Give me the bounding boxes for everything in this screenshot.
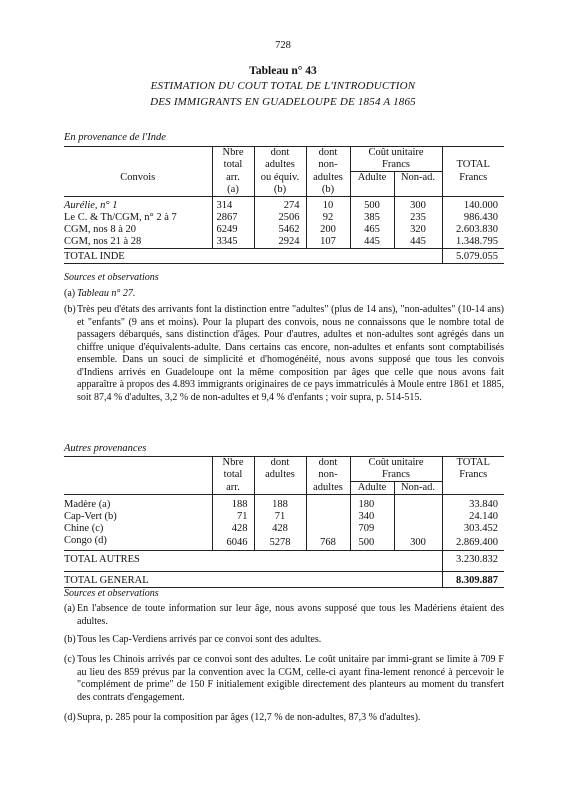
note-label: (d) xyxy=(64,712,76,723)
row-label: Chine (c) xyxy=(64,523,104,534)
note-label: (b) xyxy=(64,634,76,645)
note-text: Très peu d'états des arrivants font la distinction entre "adultes" (plus de 14 ans), "non-adultes" (10-14 ans) et "enfants" (9 ans et moins). Pour la plupart des convois, nous ne connaissons que le nombre total de passagers débarqués, sans distinction d'âges. Pour d'autres, adultes et non-adultes sont agrégés dans un chiffre unique d'équivalents-adulte. Dans certains cas encore, non-adultes et enfants sont comptabilisés ensemble. Dans un souci de simplicité et d'homogénéité, nous avons supposé que tous les convois d'Indiens arrivés en Guadeloupe ont la même composition par âges que celle que nous avons fait apparaître à propos des 4.893 immigrants originaires de ce pays immatriculés à Moule entre 1861 et 1885, soit 87,4 % d'adultes, 3,2 % de non-adultes et 9,4 % d'enfants ; voir supra, p. 514-515. xyxy=(77,304,504,403)
header-non-adultes-2: non- xyxy=(306,159,350,172)
row-label: CGM, nos 21 à 28 xyxy=(64,236,142,247)
row-label: Aurélie, n° 1 xyxy=(64,200,118,211)
cell-cout-adulte: 500 xyxy=(350,535,394,551)
table-autres xyxy=(64,456,504,588)
table-row xyxy=(64,535,504,551)
cell-cout-adulte: 500 xyxy=(350,197,394,213)
cell-adultes: 428 xyxy=(254,523,306,535)
cell-adultes: 2506 xyxy=(254,212,306,224)
header-adultes: dont xyxy=(254,147,306,160)
table-row xyxy=(64,224,504,236)
cell-cout-non-ad: 300 xyxy=(394,535,442,551)
note-2c xyxy=(64,654,504,704)
header-non-ad: Non-ad. xyxy=(394,172,442,185)
cell-adultes: 188 xyxy=(254,495,306,512)
subtitle-line-2: DES IMMIGRANTS EN GUADELOUPE DE 1854 A 1865 xyxy=(150,96,416,108)
cell-cout-non-ad xyxy=(394,495,442,512)
cell-cout-non-ad xyxy=(394,523,442,535)
cell-total: 140.000 xyxy=(442,197,504,213)
table-row xyxy=(64,236,504,249)
cell-cout-non-ad: 235 xyxy=(394,212,442,224)
cell-nbre: 2867 xyxy=(212,212,254,224)
header-non-adultes: dont xyxy=(306,147,350,160)
cell-non-adultes: 768 xyxy=(306,535,350,551)
header-cout-unitaire: Coût unitaire xyxy=(350,147,442,160)
header-adultes-note: (b) xyxy=(254,184,306,197)
cell-total: 24.140 xyxy=(442,511,504,523)
note-1b xyxy=(64,304,504,404)
note-text: Tableau n° 27. xyxy=(77,288,136,299)
cell-cout-adulte: 340 xyxy=(350,511,394,523)
note-text: En l'absence de toute information sur leur âge, nous avons supposé que tous les Madériens étaient des adultes. xyxy=(77,603,504,627)
section-inde-label: En provenance de l'Inde xyxy=(64,132,166,143)
header-convois: Convois xyxy=(120,171,156,183)
header-total-francs: Francs xyxy=(442,469,504,482)
note-text: Supra, p. 285 pour la composition par âges (12,7 % de non-adultes, 87,3 % d'adultes). xyxy=(77,712,421,723)
cell-nbre: 6046 xyxy=(212,535,254,551)
header-nbre-note: (a) xyxy=(212,184,254,197)
section-autres-label: Autres provenances xyxy=(64,443,147,454)
row-label: Cap-Vert (b) xyxy=(64,511,117,522)
cell-non-adultes xyxy=(306,495,350,512)
note-label: (a) xyxy=(64,603,76,614)
header-nbre-2: total xyxy=(212,159,254,172)
note-text: Tous les Chinois arrivés par ce convoi sont des adultes. Le coût unitaire par immi-grant se limite à 709 F au lieu des 859 prévus par la convention avec la CGM, celle-ci ayant fina-lement renoncé à percevoir le "complément de prime" de 150 F initialement exigible directement des planteurs au moment du transfert des contrats d'engagement. xyxy=(77,654,504,703)
row-label: Le C. & Th/CGM, n° 2 à 7 xyxy=(64,212,177,223)
table-title: Tableau n° 43 xyxy=(249,65,317,77)
note-2b xyxy=(64,634,504,647)
cell-cout-non-ad: 445 xyxy=(394,236,442,249)
cell-total: 2.869.400 xyxy=(442,535,504,551)
cell-adultes: 5278 xyxy=(254,535,306,551)
total-inde-value: 5.079.055 xyxy=(442,249,504,264)
note-1a xyxy=(64,288,504,301)
note-2d xyxy=(64,712,504,725)
table-row xyxy=(64,197,504,213)
cell-nbre: 71 xyxy=(212,511,254,523)
cell-nbre: 6249 xyxy=(212,224,254,236)
header-francs: Francs xyxy=(350,469,442,482)
header-cout-unitaire: Coût unitaire xyxy=(350,457,442,470)
cell-nbre: 188 xyxy=(212,495,254,512)
header-total: TOTAL xyxy=(442,457,504,470)
header-non-adultes-3: adultes xyxy=(306,482,350,495)
cell-nbre: 314 xyxy=(212,197,254,213)
cell-nbre: 428 xyxy=(212,523,254,535)
cell-cout-adulte: 709 xyxy=(350,523,394,535)
cell-cout-non-ad xyxy=(394,511,442,523)
header-nbre: Nbre xyxy=(212,457,254,470)
sources-label-2: Sources et observations xyxy=(64,588,159,599)
header-francs: Francs xyxy=(350,159,442,172)
cell-adultes: 274 xyxy=(254,197,306,213)
cell-adultes: 5462 xyxy=(254,224,306,236)
table-row xyxy=(64,495,504,512)
table-inde xyxy=(64,146,504,264)
header-total-francs: Francs xyxy=(442,172,504,185)
cell-total: 303.452 xyxy=(442,523,504,535)
cell-total: 1.348.795 xyxy=(442,236,504,249)
note-text: Tous les Cap-Verdiens arrivés par ce convoi sont des adultes. xyxy=(77,634,322,645)
header-adulte: Adulte xyxy=(350,482,394,495)
total-general-value: 8.309.887 xyxy=(442,572,504,588)
header-nbre: Nbre xyxy=(212,147,254,160)
header-adultes: dont xyxy=(254,457,306,470)
row-label: Madère (a) xyxy=(64,499,111,510)
cell-cout-adulte: 180 xyxy=(350,495,394,512)
sources-label-1: Sources et observations xyxy=(64,272,159,283)
header-non-adultes-note: (b) xyxy=(306,184,350,197)
cell-nbre: 3345 xyxy=(212,236,254,249)
cell-non-adultes: 107 xyxy=(306,236,350,249)
header-nbre-2: total xyxy=(212,469,254,482)
table-row xyxy=(64,212,504,224)
header-adulte: Adulte xyxy=(350,172,394,185)
note-label: (b) xyxy=(64,304,76,315)
cell-cout-adulte: 465 xyxy=(350,224,394,236)
table-row xyxy=(64,523,504,535)
row-label: CGM, nos 8 à 20 xyxy=(64,224,137,235)
total-autres-value: 3.230.832 xyxy=(442,551,504,572)
cell-cout-non-ad: 320 xyxy=(394,224,442,236)
note-label: (a) xyxy=(64,288,76,299)
cell-cout-adulte: 385 xyxy=(350,212,394,224)
cell-adultes: 71 xyxy=(254,511,306,523)
cell-cout-non-ad: 300 xyxy=(394,197,442,213)
cell-adultes: 2924 xyxy=(254,236,306,249)
subtitle-line-1: ESTIMATION DU COUT TOTAL DE L'INTRODUCTION xyxy=(150,80,416,92)
cell-non-adultes: 92 xyxy=(306,212,350,224)
total-autres-label: TOTAL AUTRES xyxy=(64,554,140,565)
header-non-ad: Non-ad. xyxy=(394,482,442,495)
cell-total: 986.430 xyxy=(442,212,504,224)
header-adultes-2: adultes xyxy=(254,469,306,482)
cell-non-adultes: 200 xyxy=(306,224,350,236)
cell-total: 2.603.830 xyxy=(442,224,504,236)
header-nbre-3: arr. xyxy=(212,482,254,495)
note-label: (c) xyxy=(64,654,76,665)
cell-non-adultes xyxy=(306,523,350,535)
header-adultes-3: ou équiv. xyxy=(254,172,306,185)
note-2a xyxy=(64,603,504,628)
header-non-adultes-3: adultes xyxy=(306,172,350,185)
cell-non-adultes: 10 xyxy=(306,197,350,213)
table-row xyxy=(64,511,504,523)
header-non-adultes: dont xyxy=(306,457,350,470)
header-nbre-3: arr. xyxy=(212,172,254,185)
header-total: TOTAL xyxy=(442,159,504,172)
header-adultes-2: adultes xyxy=(254,159,306,172)
header-non-adultes-2: non- xyxy=(306,469,350,482)
total-general-label: TOTAL GENERAL xyxy=(64,575,149,586)
cell-total: 33.840 xyxy=(442,495,504,512)
page-number: 728 xyxy=(275,40,291,51)
cell-non-adultes xyxy=(306,511,350,523)
cell-cout-adulte: 445 xyxy=(350,236,394,249)
total-inde-label: TOTAL INDE xyxy=(64,251,125,262)
row-label: Congo (d) xyxy=(64,535,107,546)
